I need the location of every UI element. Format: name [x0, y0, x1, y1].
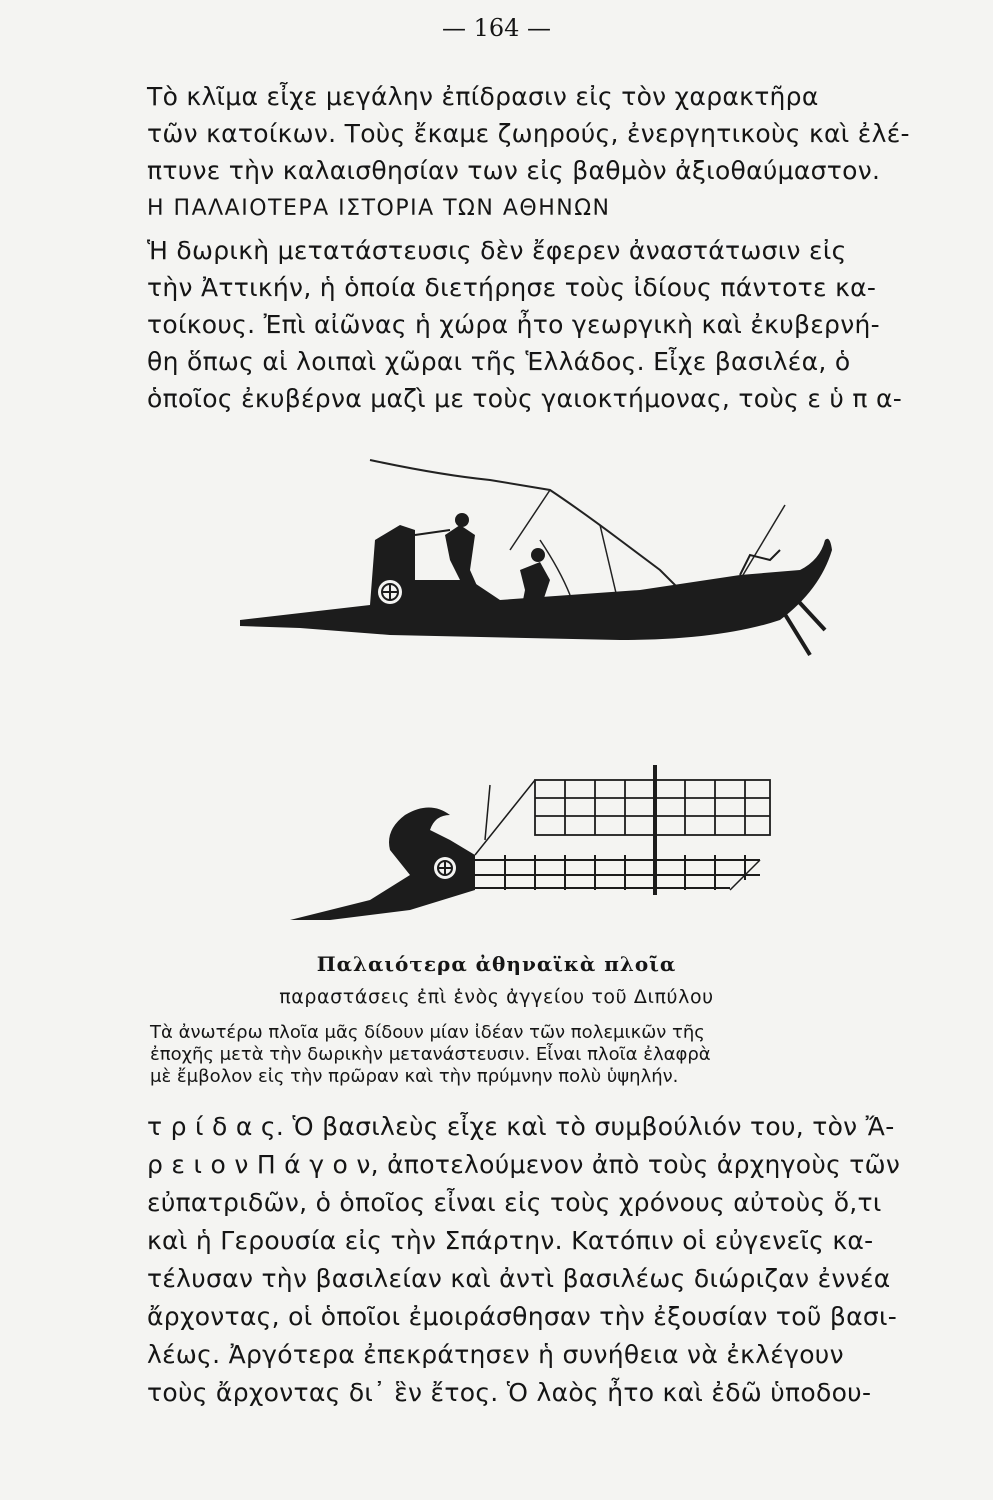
text-line: ὁποῖος ἐκυβέρνα μαζὶ με τοὺς γαιοκτήμονας, τοὺς ε ὑ π α- [147, 384, 903, 413]
text-line: ἄρχοντας, οἱ ὁποῖοι ἐμοιράσθησαν τὴν ἐξουσίαν τοῦ βασι- [147, 1302, 898, 1331]
note-line: Τὰ ἀνωτέρω πλοῖα μᾶς δίδουν μίαν ἰδέαν τῶν πολεμικῶν τῆς [150, 1022, 705, 1043]
paragraph-climate [147, 78, 947, 189]
text-line: εὐπατριδῶν, ὁ ὁποῖος εἶναι εἰς τοὺς χρόνους αὐτοὺς ὅ,τι [147, 1188, 882, 1217]
note-line: ἐποχῆς μετὰ τὴν δωρικὴν μετανάστευσιν. Εἶναι πλοῖα ἐλαφρὰ [150, 1044, 711, 1065]
note-line: μὲ ἔμβολον εἰς τὴν πρῶραν καὶ τὴν πρύμνην πολὺ ὑψηλήν. [150, 1066, 679, 1087]
text-line: τοὺς ἄρχοντας δι᾽ ἓν ἔτος. Ὁ λαὸς ἦτο καὶ ἐδῶ ὑποδου- [147, 1378, 872, 1407]
ship-illustration-upper [240, 440, 840, 670]
figure-note [150, 1022, 940, 1088]
paragraph-dorian-migration [147, 232, 947, 417]
text-line: τ ρ ί δ α ς. Ὁ βασιλεὺς εἶχε καὶ τὸ συμβούλιόν του, τὸν Ἄ- [147, 1112, 895, 1141]
figure-caption-title: Παλαιότερα ἀθηναϊκὰ πλοῖα [316, 952, 677, 976]
text-line: θη ὅπως αἱ λοιπαὶ χῶραι τῆς Ἑλλάδος. Εἶχε βασιλέα, ὁ [147, 347, 851, 376]
text-line: τῶν κατοίκων. Τοὺς ἔκαμε ζωηρούς, ἐνεργητικοὺς καὶ ἐλέ- [147, 119, 910, 148]
text-line: τοίκους. Ἐπὶ αἰῶνας ἡ χώρα ἦτο γεωργικὴ καὶ ἐκυβερνή- [147, 310, 880, 339]
text-line: Τὸ κλῖμα εἶχε μεγάλην ἐπίδρασιν εἰς τὸν χαρακτῆρα [147, 82, 819, 111]
page-number: — 164 — [441, 14, 552, 42]
text-line: τὴν Ἀττικήν, ἡ ὁποία διετήρησε τοὺς ἰδίους πάντοτε κα- [147, 273, 877, 302]
figure-caption-subtitle: παραστάσεις ἐπὶ ἑνὸς ἀγγείου τοῦ Διπύλου [279, 986, 714, 1008]
paragraph-eupatrids [147, 1108, 947, 1412]
section-heading: Η ΠΑΛΑΙΟΤΕΡΑ ΙΣΤΟΡΙΑ ΤΩΝ ΑΘΗΝΩΝ [147, 196, 611, 221]
text-line: καὶ ἡ Γερουσία εἰς τὴν Σπάρτην. Κατόπιν οἱ εὐγενεῖς κα- [147, 1226, 874, 1255]
text-line: λέως. Ἀργότερα ἐπεκράτησεν ἡ συνήθεια νὰ ἐκλέγουν [147, 1340, 844, 1369]
text-line: Ἡ δωρικὴ μετατάστευσις δὲν ἔφερεν ἀναστάτωσιν εἰς [147, 236, 847, 265]
text-line: πτυνε τὴν καλαισθησίαν των εἰς βαθμὸν ἀξιοθαύμαστον. [147, 156, 881, 185]
text-line: ρ ε ι ο ν Π ά γ ο ν, ἀποτελούμενον ἀπὸ τοὺς ἀρχηγοὺς τῶν [147, 1150, 901, 1179]
ship-illustration-lower [290, 760, 790, 930]
text-line: τέλυσαν τὴν βασιλείαν καὶ ἀντὶ βασιλέως διώριζαν ἐννέα [147, 1264, 891, 1293]
